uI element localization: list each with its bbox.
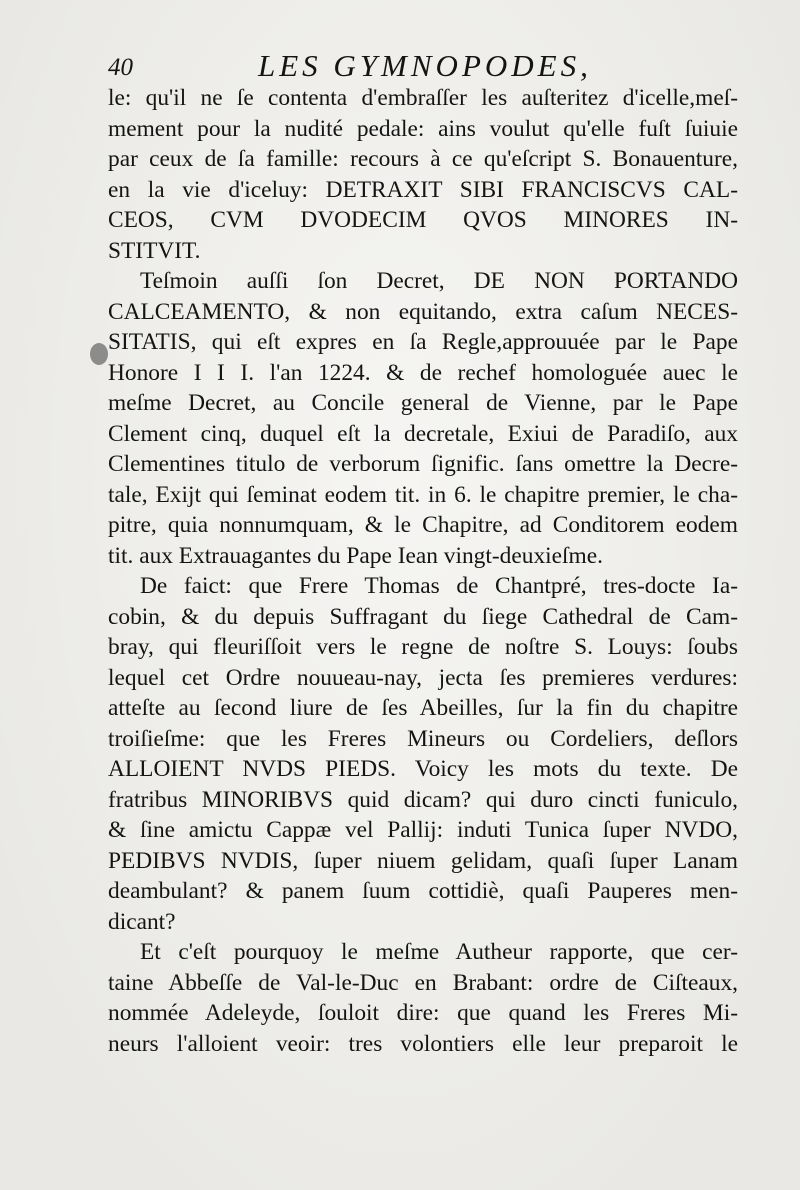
text-line: atteſte au ſecond liure de ſes Abeilles, ſur la fin du chapitre [108,695,738,721]
text-line: par ceux de ſa famille: recours à ce qu'eſcript S. Bonauenture, [108,146,738,172]
text-line: neurs l'alloient veoir: tres volontiers elle leur preparoit le [108,1030,738,1057]
text-line: deambulant? & panem ſuum cottidiè, quaſi Pauperes men- [108,878,738,904]
text-line: Honore I I I. l'an 1224. & de rechef homologuée auec le [108,359,738,386]
text-line: SITATIS, qui eſt expres en ſa Regle,approuuée par le Pape [108,329,738,355]
page-header [108,48,748,88]
text-line: ALLOIENT NVDS PIEDS. Voicy les mots du texte. De [108,756,738,782]
text-line: nommée Adeleyde, ſouloit dire: que quand les Freres Mi- [108,1000,738,1026]
text-line: & ſine amictu Cappæ vel Pallij: induti Tunica ſuper NVDO, [108,817,738,843]
text-line: cobin, & du depuis Suffragant du ſiege Cathedral de Cam- [108,603,738,630]
text-line: Teſmoin auſſi ſon Decret, DE NON PORTANDO [140,268,738,294]
running-title: LES GYMNOPODES, [258,48,592,83]
text-line: De faict: que Frere Thomas de Chantpré, tres-docte Ia- [140,573,738,599]
text-line: en la vie d'iceluy: DETRAXIT SIBI FRANCISCVS CAL- [108,176,738,203]
ink-blot [90,343,108,365]
text-line: le: qu'il ne ſe contenta d'embraſſer les auſteritez d'icelle,meſ- [108,85,738,111]
text-line: CALCEAMENTO, & non equitando, extra caſum NECES- [108,298,738,325]
text-line: Clementines titulo de verborum ſignific. ſans omettre la Decre- [108,451,738,477]
text-line: tit. aux Extrauagantes du Pape Iean vingt-deuxieſme. [108,542,603,569]
text-line: fratribus MINORIBVS quid dicam? qui duro cincti funiculo, [108,786,738,813]
text-line: tale, Exijt qui ſeminat eodem tit. in 6. le chapitre premier, le cha- [108,481,738,508]
text-line: PEDIBVS NVDIS, ſuper niuem gelidam, quaſi ſuper Lanam [108,847,738,874]
text-line: mement pour la nudité pedale: ains voulut qu'elle fuſt ſuiuie [108,115,738,142]
text-line: Et c'eſt pourquoy le meſme Autheur rapporte, que cer- [140,939,738,965]
text-line: bray, qui fleuriſſoit vers le regne de noſtre S. Louys: ſoubs [108,634,738,660]
text-line: taine Abbeſſe de Val-le-Duc en Brabant: ordre de Ciſteaux, [108,969,738,996]
text-line: meſme Decret, au Concile general de Vienne, par le Pape [108,390,738,416]
text-line: dicant? [108,908,176,935]
text-line: troiſieſme: que les Freres Mineurs ou Cordeliers, deſlors [108,725,738,752]
page-number: 40 [108,54,133,81]
text-line: CEOS, CVM DVODECIM QVOS MINORES IN- [108,207,738,233]
text-line: Clement cinq, duquel eſt la decretale, Exiui de Paradiſo, aux [108,420,738,447]
text-line: STITVIT. [108,237,201,264]
text-line: pitre, quia nonnumquam, & le Chapitre, ad Conditorem eodem [108,512,738,538]
body-text [108,83,738,1059]
text-line: lequel cet Ordre nouueau-nay, jecta ſes premieres verdures: [108,664,738,691]
